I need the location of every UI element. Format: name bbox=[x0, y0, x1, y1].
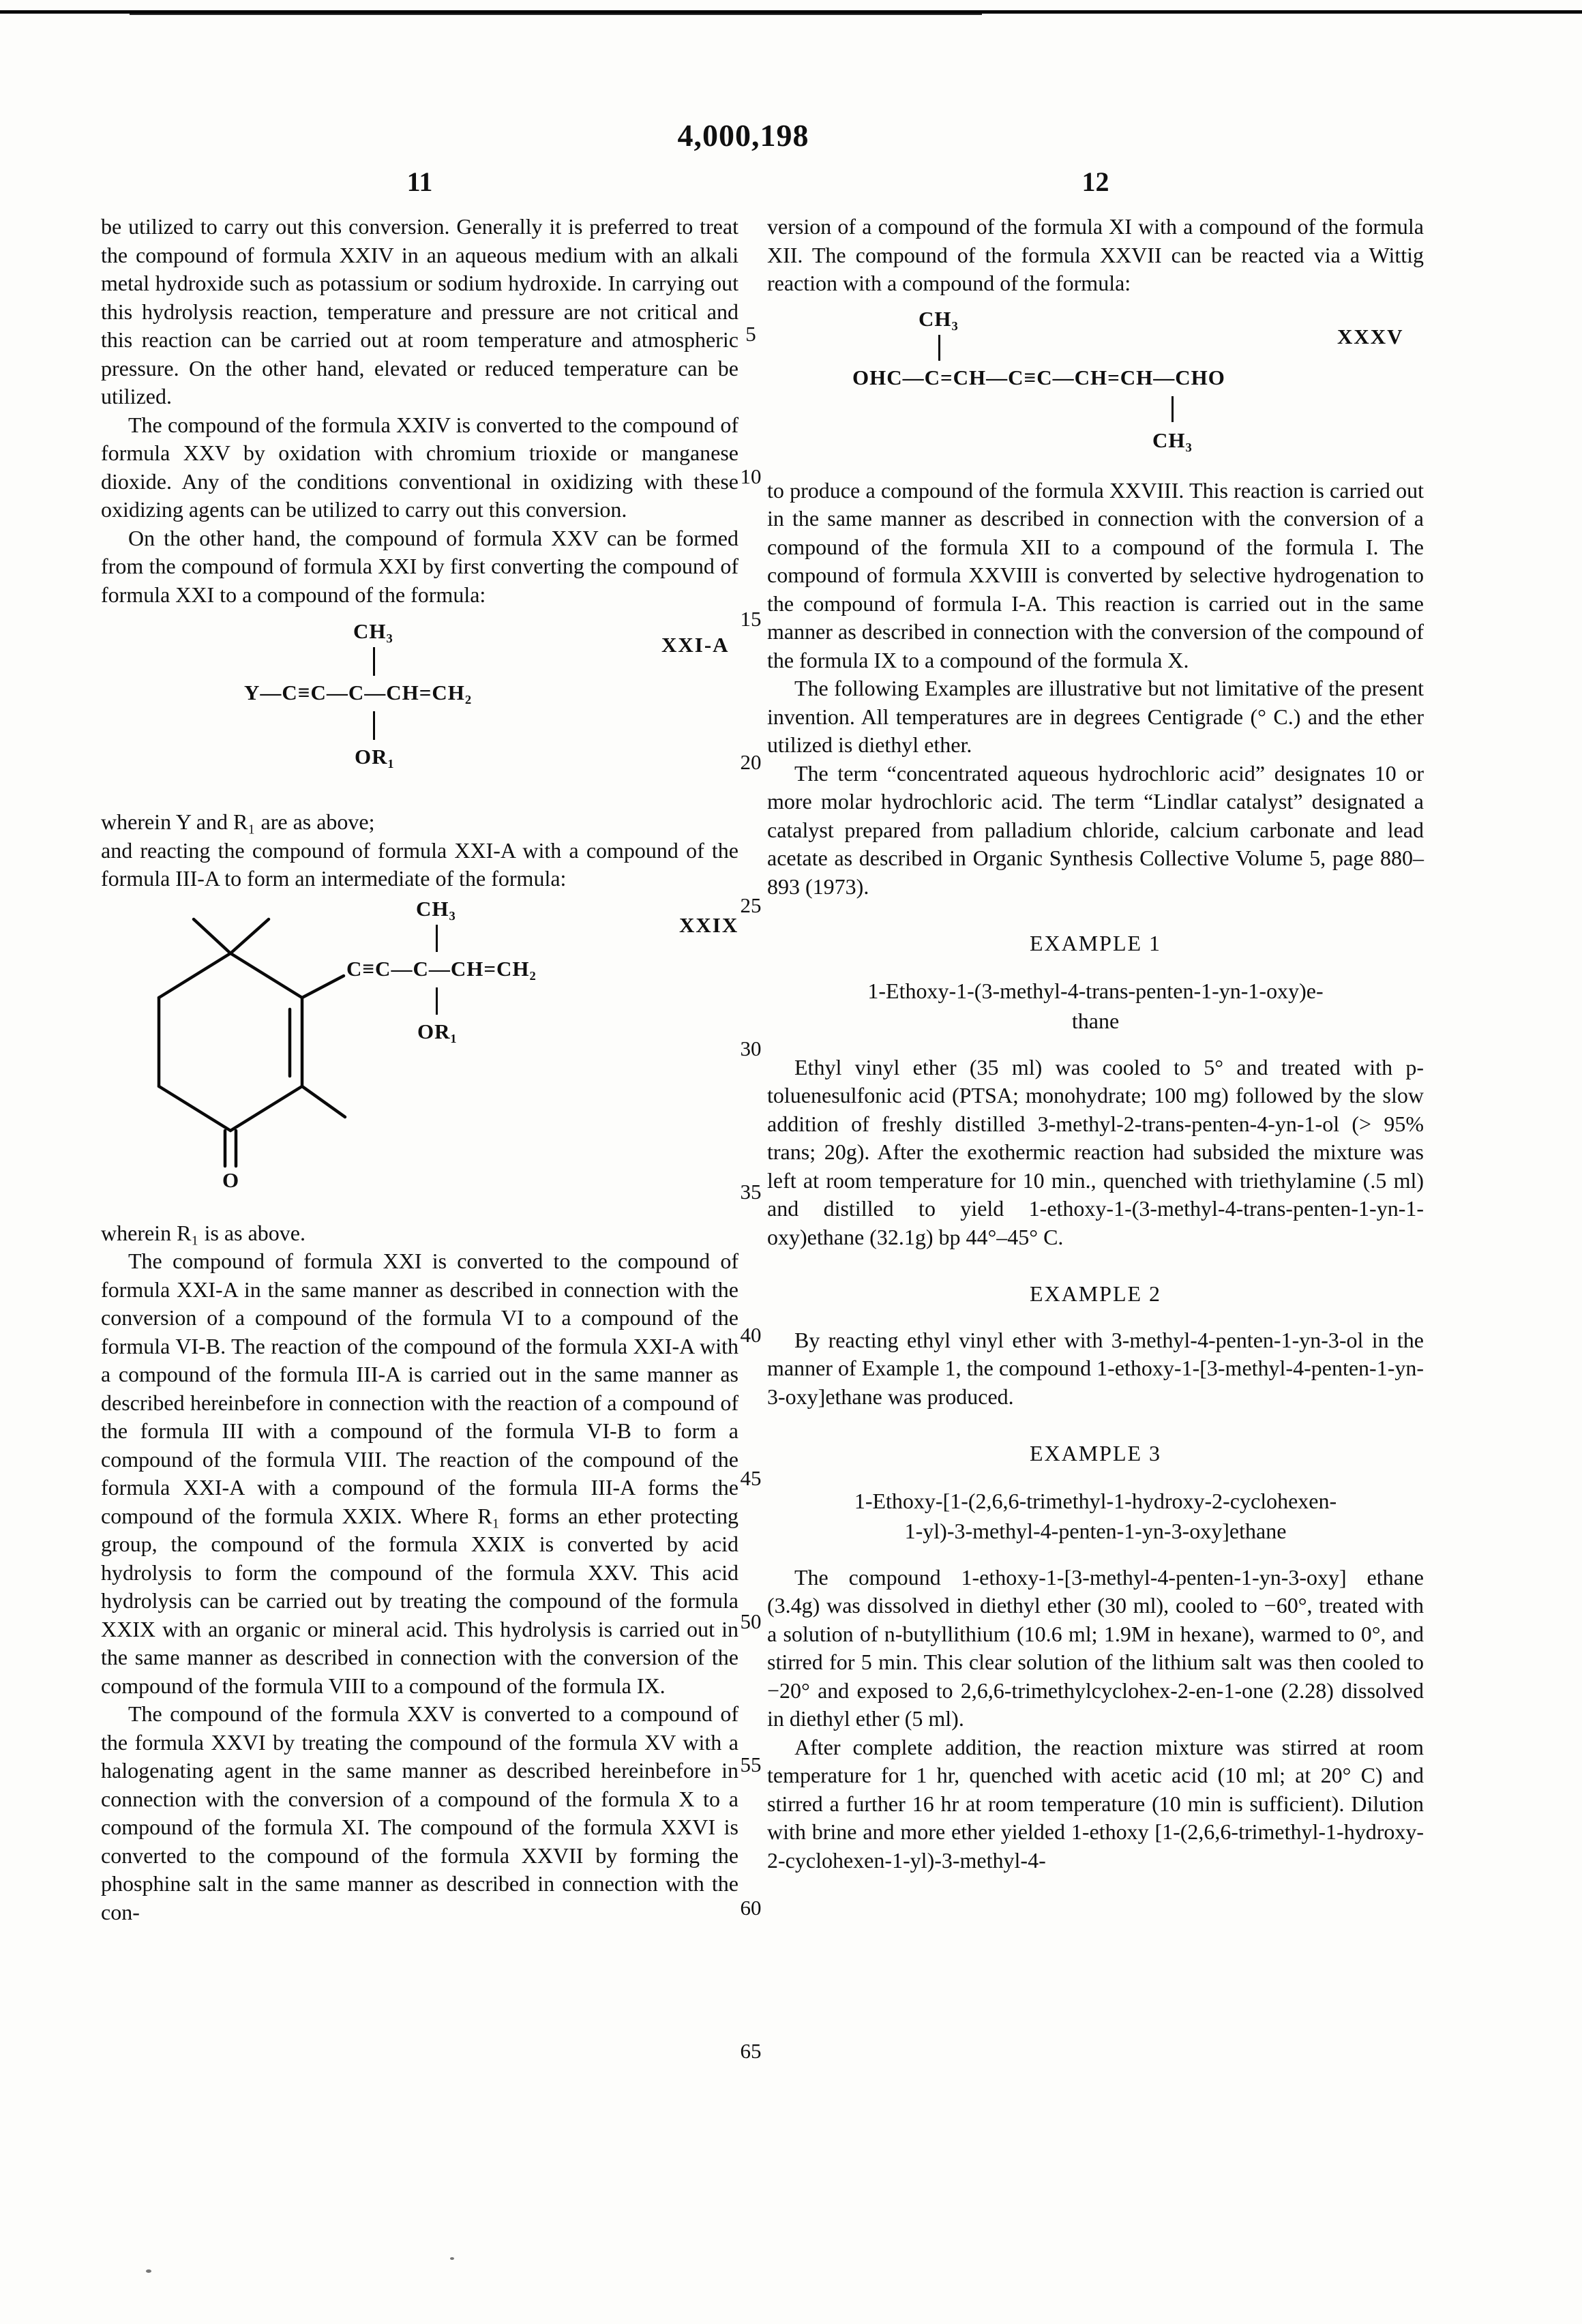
methyl-group-top: CH₃ bbox=[353, 619, 393, 643]
methyl-group-bottom: CH₃ bbox=[1152, 428, 1193, 452]
formula-chain: C≡C—C—CH=CH₂ bbox=[346, 956, 537, 981]
ether-group-bottom: OR₁ bbox=[355, 745, 395, 769]
carbonyl-oxygen: O bbox=[222, 1167, 240, 1192]
bond-line bbox=[938, 335, 940, 361]
formula-xxxv bbox=[767, 298, 1424, 477]
paragraph: to produce a compound of the formula XXVIII. This reaction is carried out in the same manner as described in connection with the conversion of a compound of the formula XII to a compound of the formula I. The compound of formula XXVIII is converted by selective hydrogenation to the compound of formula I-A. This reaction is carried out in the same manner as described in connection with the conversion of the compound of the formula IX to a compound of the formula X. bbox=[767, 477, 1424, 672]
paragraph: After complete addition, the reaction mixture was stirred at room temperature for 1 hr, quenched with acetic acid (10 ml; at 20° C) and stirred a further 16 hr at room temperature (10 min is sufficient). Dilution with brine and more ether yielded 1-ethoxy [1-(2,6,6-trimethyl-1-hydroxy-2-cyclohexen-1-yl)-3-methyl-4- bbox=[767, 1734, 1424, 1873]
formula-xxi-a bbox=[101, 609, 738, 808]
line-number-65: 65 bbox=[740, 2039, 762, 2063]
methyl-group-top: CH₃ bbox=[919, 306, 959, 331]
formula-chain: Y—C≡C—C—CH=CH₂ bbox=[244, 681, 473, 704]
formula-xxix bbox=[101, 893, 738, 1219]
example-3-title-line: 1-yl)-3-methyl-4-penten-1-yn-3-oxy]ethane bbox=[904, 1518, 1287, 1543]
line-number-55: 55 bbox=[740, 1753, 762, 1776]
line-number-50: 50 bbox=[740, 1609, 762, 1633]
paragraph: The compound 1-ethoxy-1-[3-methyl-4-penten-1-yn-3-oxy] ethane (3.4g) was dissolved in diethyl ether (30 ml), cooled to −60°, treated with a solution of n-butyllithium (10.6 ml; 1.9M in hexane), warmed to 0°, and stirred for 5 min. This clear solution of the lithium salt was then cooled to −20° and exposed to 2,6,6-trimethylcyclohex-2-en-1-one (2.28) dissolved in diethyl ether (5 ml). bbox=[767, 1564, 1424, 1731]
line-number-40: 40 bbox=[740, 1323, 762, 1347]
scan-speck bbox=[450, 2257, 454, 2260]
example-3-heading: EXAMPLE 3 bbox=[1029, 1441, 1162, 1465]
line-number-5: 5 bbox=[745, 322, 756, 346]
example-1-heading: EXAMPLE 1 bbox=[1029, 931, 1162, 955]
left-column bbox=[101, 213, 738, 1926]
formula-label-xxi-a: XXI-A bbox=[661, 633, 730, 657]
bond-line bbox=[436, 987, 438, 1015]
bond-line bbox=[373, 711, 375, 740]
paragraph: The compound of formula XXI is converted to the compound of formula XXI-A in the same manner as described in connection with the conversion of a compound of the formula VI to a compound of the formula VI-B. The reaction of the compound of the formula XXI-A with a compound of the formula III-A is carried out in the same manner as described hereinbefore in connection with the reaction of a compound of the formula III with a compound of the formula VI-B to form a compound of the formula VIII. The reaction of the compound of the formula XXI-A with a compound of the formula III-A forms the compound of the formula XXIX. Where R₁ forms an ether protecting group, the compound of the formula XXIX is converted by acid hydrolysis to form the compound of the formula XXV. This acid hydrolysis can be carried out by treating the compound of the formula XXIX with an organic or mineral acid. This hydrolysis is carried out in the same manner as described in connection with the conversion of the compound of the formula VIII to a compound of the formula IX. bbox=[101, 1249, 738, 1698]
right-column bbox=[767, 213, 1424, 1875]
paragraph: The compound of the formula XXIV is converted to the compound of formula XXV by oxidation with chromium trioxide or manganese dioxide. Any of the conditions conventional in oxidizing with these oxidizing agents can be utilized to carry out this conversion. bbox=[101, 412, 738, 522]
column-number-left: 11 bbox=[406, 166, 433, 197]
example-3-title bbox=[767, 1486, 1424, 1546]
line-number-30: 30 bbox=[740, 1037, 762, 1060]
ether-group-bottom: OR₁ bbox=[417, 1019, 458, 1043]
formula-label-xxxv: XXXV bbox=[1337, 324, 1404, 348]
paragraph: be utilized to carry out this conversion. Generally it is preferred to treat the compound of formula XXIV in an aqueous medium with an alkali metal hydroxide such as potassium or sodium hydroxide. In carrying out this hydrolysis reaction, temperature and pressure are not critical and this reaction can be carried out at room temperature and atmospheric pressure. On the other hand, elevated or reduced temperature can be utilized. bbox=[101, 214, 738, 408]
paragraph: and reacting the compound of formula XXI-A with a compound of the formula III-A to form an intermediate of the formula: bbox=[101, 837, 738, 891]
paragraph: By reacting ethyl vinyl ether with 3-methyl-4-penten-1-yn-3-ol in the manner of Example 1, the compound 1-ethoxy-1-[3-methyl-4-penten-1-yn-3-oxy]ethane was produced. bbox=[767, 1327, 1424, 1409]
bond-line bbox=[436, 925, 438, 952]
bond-line bbox=[373, 647, 375, 676]
paragraph: On the other hand, the compound of formula XXV can be formed from the compound of formula XXI by first converting the compound of formula XXI to a compound of the formula: bbox=[101, 525, 738, 607]
line-number-10: 10 bbox=[740, 464, 762, 488]
line-number-45: 45 bbox=[740, 1466, 762, 1490]
formula-chain: OHC—C=CH—C≡C—CH=CH—CHO bbox=[852, 365, 1225, 389]
line-number-20: 20 bbox=[740, 750, 762, 774]
paragraph: wherein Y and R₁ are as above; bbox=[101, 809, 375, 834]
line-number-25: 25 bbox=[740, 893, 762, 917]
line-number-15: 15 bbox=[740, 607, 762, 631]
formula-label-xxix: XXIX bbox=[679, 912, 739, 937]
paragraph: The following Examples are illustrative but not limitative of the present invention. All temperatures are in degrees Centigrade (° C.) and the ether utilized is diethyl ether. bbox=[767, 676, 1424, 757]
example-1-title bbox=[767, 976, 1424, 1036]
example-1-title-line: 1-Ethoxy-1-(3-methyl-4-trans-penten-1-yn-1-oxy)e- bbox=[867, 978, 1324, 1003]
line-number-35: 35 bbox=[740, 1180, 762, 1204]
methyl-group-top: CH₃ bbox=[416, 896, 456, 921]
example-3-title-line: 1-Ethoxy-[1-(2,6,6-trimethyl-1-hydroxy-2-cyclohexen- bbox=[854, 1488, 1337, 1513]
line-number-60: 60 bbox=[740, 1896, 762, 1920]
paragraph: The compound of the formula XXV is converted to a compound of the formula XXVI by treating the compound of the formula XV with a halogenating agent in the same manner as described hereinbefore in connection with the conversion of a compound of the formula X to a compound of the formula XI. The compound of the formula XXVI is converted to the compound of the formula XXVII by forming the phosphine salt in the same manner as described in connection with the con- bbox=[101, 1701, 738, 1924]
column-number-right: 12 bbox=[1081, 166, 1109, 197]
paragraph: Ethyl vinyl ether (35 ml) was cooled to 5° and treated with p-toluenesulfonic acid (PTSA; monohydrate; 100 mg) followed by the slow addition of freshly distilled 3-methyl-2-trans-penten-4-yn-1-ol (> 95% trans; 20g). After the exothermic reaction had subsided the mixture was left at room temperature for 10 min., quenched with triethylamine (.5 ml) and distilled to yield 1-ethoxy-1-(3-methyl-4-trans-penten-1-yn-1-oxy)ethane (32.1g) bp 44°–45° C. bbox=[767, 1054, 1424, 1249]
example-2-heading: EXAMPLE 2 bbox=[1029, 1281, 1162, 1306]
patent-number: 4,000,198 bbox=[677, 118, 809, 153]
bond-line bbox=[1171, 396, 1174, 422]
paragraph: The term “concentrated aqueous hydrochloric acid” designates 10 or more molar hydrochloric acid. The term “Lindlar catalyst” designated a catalyst prepared from palladium chloride, calcium carbonate and lead acetate as described in Organic Synthesis Collective Volume 5, page 880–893 (1973). bbox=[767, 760, 1424, 899]
paragraph: wherein R₁ is as above. bbox=[101, 1220, 305, 1245]
scan-speck bbox=[146, 2269, 151, 2273]
cyclohexenone-ring-drawing bbox=[128, 912, 360, 1185]
scan-artifact-top-rule-shadow bbox=[130, 14, 982, 15]
paragraph: version of a compound of the formula XI with a compound of the formula XII. The compound of the formula XXVII can be reacted via a Wittig reaction with a compound of the formula: bbox=[767, 214, 1424, 295]
example-1-title-line: thane bbox=[1071, 1008, 1120, 1033]
